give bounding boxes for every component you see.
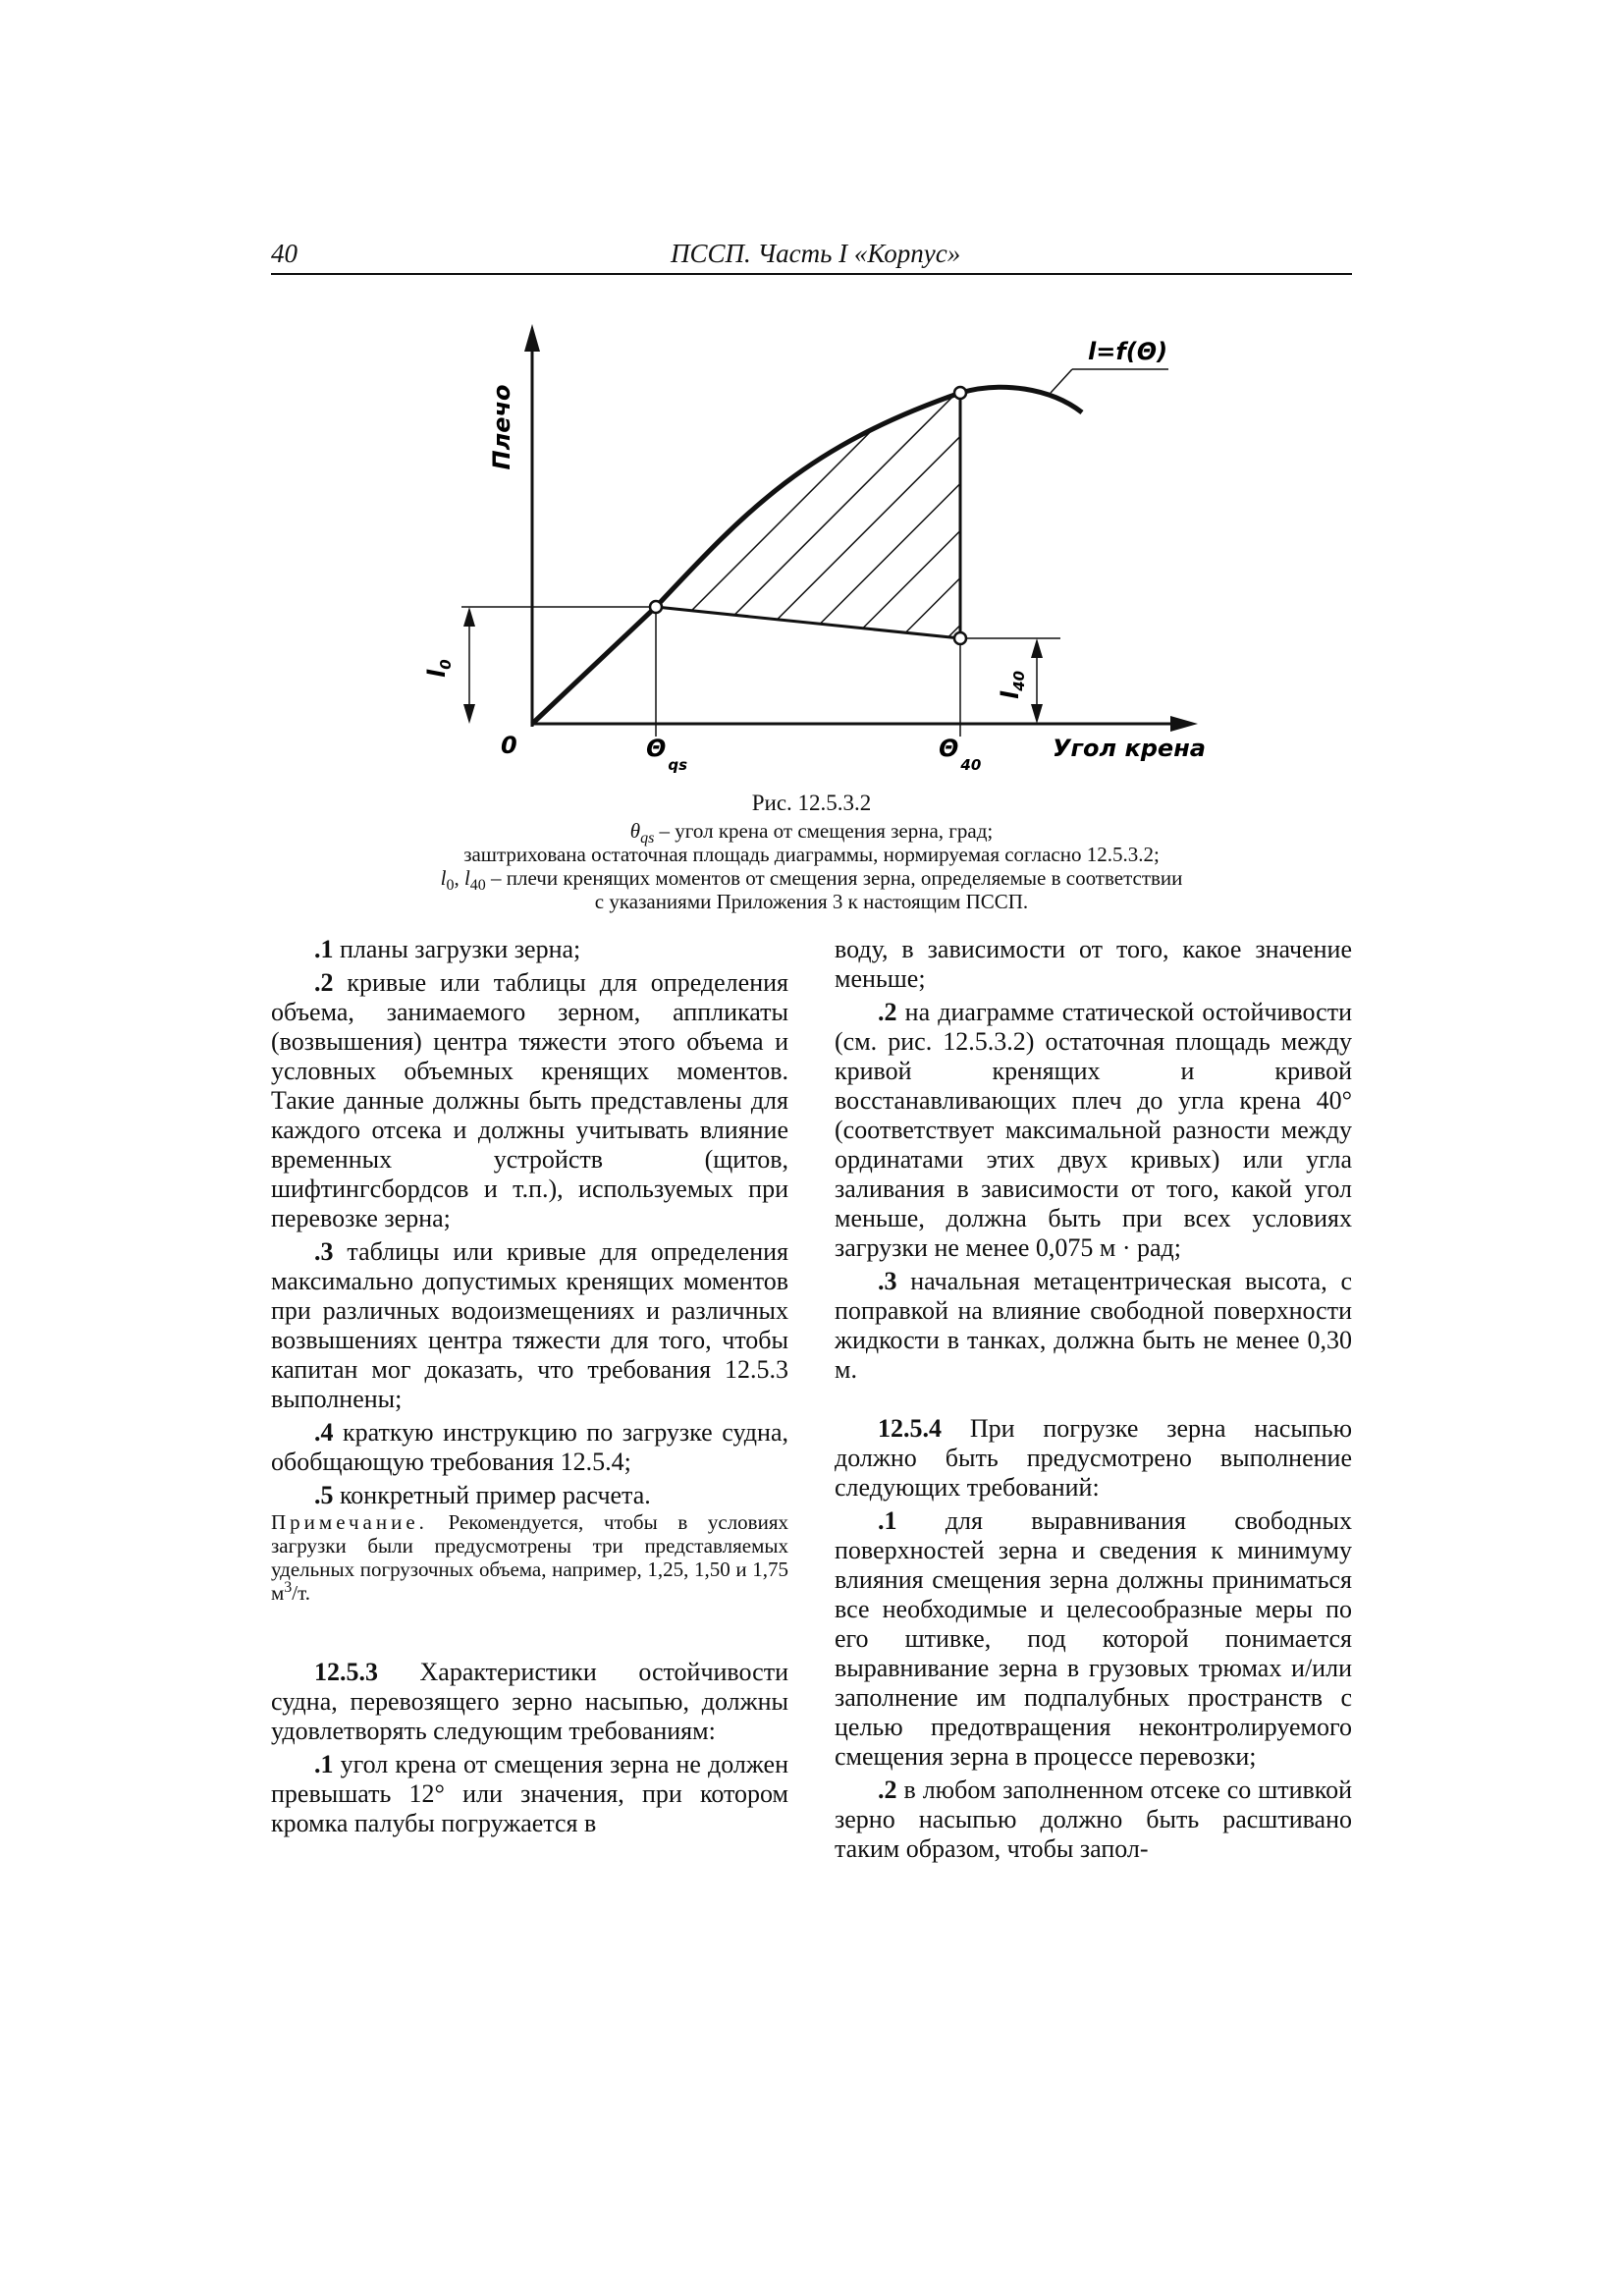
hatched-area [648,383,972,648]
requirement-2: .2 на диаграмме статической остойчивости (см. рис. 12.5.3.2) остаточная площадь между кривой кренящих и кривой восстанавливающих плеч до угла крена 40° (соответствует максимальной разности между ординатами этих двух кривых) или угла заливания в зависимости от того, какой угол меньше, должна быть при всех условиях загрузки не менее 0,075 м · рад; [835,998,1352,1262]
loading-requirement-2: .2 в любом заполненном отсеке со штивкой зерно насыпью должно быть расштивано таким образом, чтобы запол- [835,1776,1352,1863]
l40-label: $l_{40}$ [997,670,1028,699]
loading-requirement-1: .1 для выравнивания свободных поверхностей зерна и сведения к минимуму влияния смещения зерна должны приниматься все необходимые и целесообразные меры по его штивке, под которой понимается выравнивание зерна в грузовых трюмах и/или заполнение им подпалубных пространств с целью предотвращения неконтролируемого смещения зерна в процессе перевозки; [835,1506,1352,1771]
origin-label: 0 [501,732,517,759]
continuation: воду, в зависимости от того, какое значение меньше; [835,935,1352,993]
item-4: .4 краткую инструкцию по загрузке судна, обобщающую требования 12.5.4; [271,1418,788,1476]
item-1: .1 планы загрузки зерна; [314,935,581,963]
section-12-5-4: 12.5.4 При погрузке зерна насыпью должно быть предусмотрено выполнение следующих требований: [835,1414,1352,1502]
x-axis-label: Угол крена [1053,735,1206,762]
point-theta40-bottom [954,632,966,644]
curve-label-leader [1051,369,1072,393]
l40-arrow-bottom [1031,704,1043,724]
caption-line-2: заштрихована остаточная площадь диаграммы, нормируемая согласно 12.5.3.2; [463,843,1160,866]
note: Примечание. Рекомендуется, чтобы в условиях загрузки были предусмотрены три представляемых удельных погрузочных объема, например, 1,25, 1,50 и 1,75 $м^3/т$. [271,1510,788,1605]
caption-line-3: $l_0$, $l_{40}$ – плечи кренящих моментов от смещения зерна, определяемые в соответствии [440,866,1183,895]
item-2: .2 кривые или таблицы для определения объема, занимаемого зерном, аппликаты (возвышения) центра тяжести этого объема и условных объемных кренящих моментов. Такие данные должны быть представлены для каждого отсека и должны учитывать влияние временных устройств (щитов, шифтингсбордсов и т.п.), используемых при перевозке зерна; [271,968,788,1232]
y-axis-label: Плечо [488,384,515,470]
theta40-label: $\Theta_{40}$ [939,735,982,774]
l0-arrow-top [463,607,475,627]
x-axis-arrow [1170,716,1198,732]
theta-qs-label: $\Theta_{qs}$ [646,735,688,774]
requirement-1: .1 угол крена от смещения зерна не должен превышать 12° или значения, при котором кромка палубы погружается в [271,1750,788,1837]
y-axis-arrow [524,324,540,352]
l0-arrow-bottom [463,704,475,724]
left-column [271,935,788,1838]
page-number: 40 [271,239,298,268]
point-theta-qs [650,601,662,613]
stability-diagram [373,314,1237,795]
header-rule [271,273,1352,275]
l40-arrow-top [1031,638,1043,658]
curve-label: l=f(Θ) [1088,338,1168,365]
l0-label: $l_0$ [423,659,455,678]
section-12-5-3: 12.5.3 Характеристики остойчивости судна, перевозящего зерно насыпью, должны удовлетворять следующим требованиям: [271,1658,788,1745]
caption-line-1: $\theta_{qs}$ – угол крена от смещения зерна, град; [629,819,994,847]
item-3: .3 таблицы или кривые для определения максимально допустимых кренящих моментов при различных водоизмещениях и различных возвышениях центра тяжести для того, чтобы капитан мог доказать, что требования 12.5.3 выполнены; [271,1237,788,1413]
figure-caption-title: Рис. 12.5.3.2 [751,791,872,815]
caption-line-4: с указаниями Приложения 3 к настоящим ПССП. [594,890,1029,913]
point-theta40-top [954,387,966,399]
running-title: ПССП. Часть I «Корпус» [671,239,961,268]
item-5: .5 конкретный пример расчета. [314,1481,651,1509]
requirement-3: .3 начальная метацентрическая высота, с поправкой на влияние свободной поверхности жидкости в танках, должна быть не менее 0,30 м. [835,1267,1352,1384]
right-column [835,935,1352,1864]
